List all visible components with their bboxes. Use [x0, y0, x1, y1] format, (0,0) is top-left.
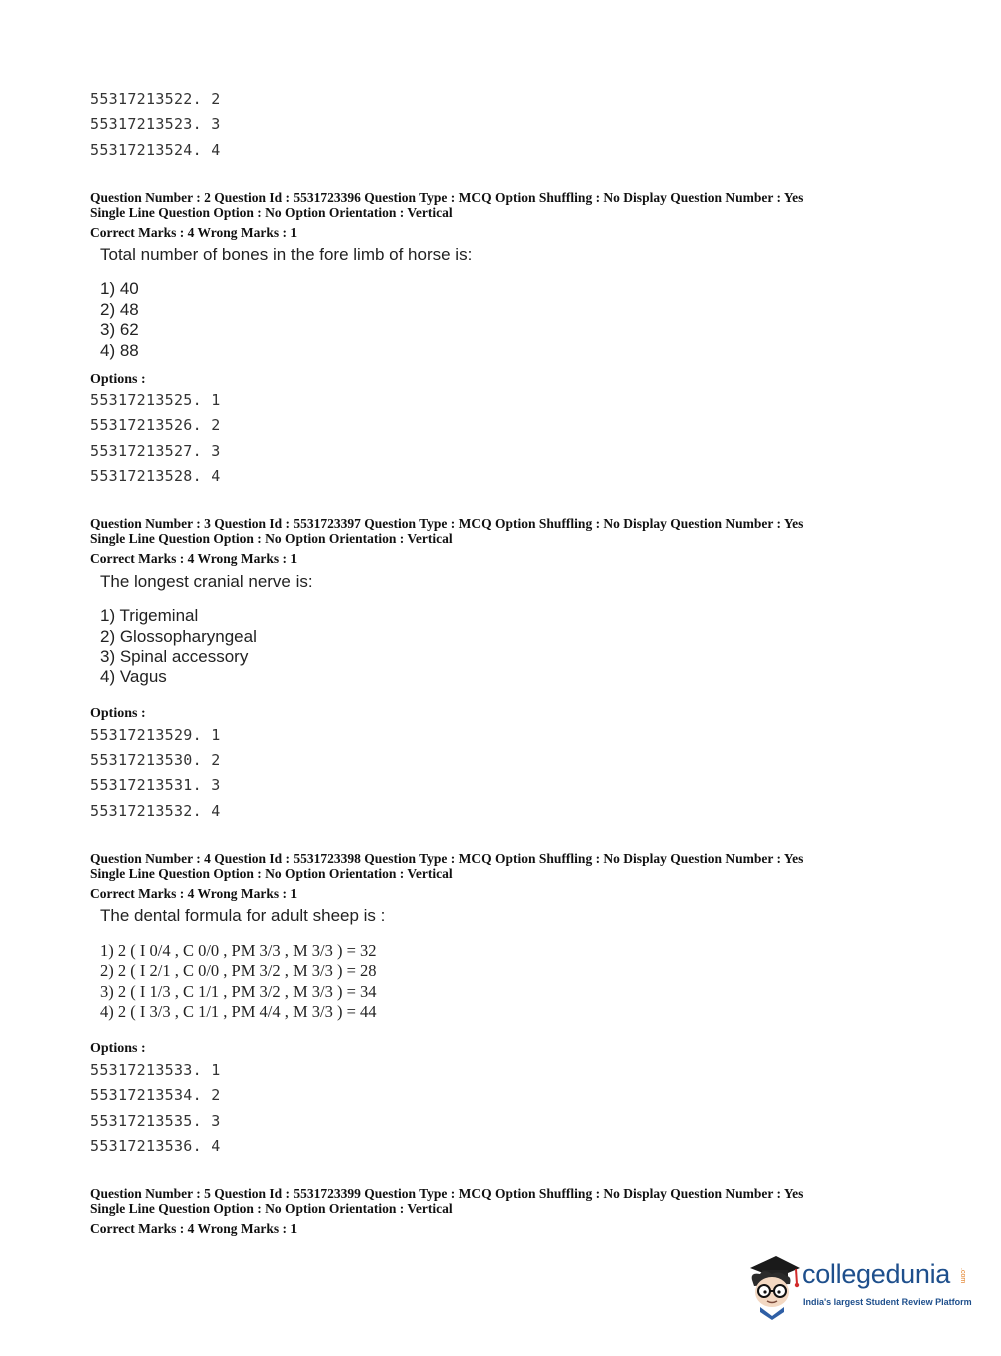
option-id: 55317213523. 3 [90, 115, 221, 133]
options-label: Options : [90, 372, 146, 387]
question-meta-orientation: Single Line Question Option : No Option Orientation : Vertical [90, 866, 453, 881]
options-label: Options : [90, 706, 146, 721]
option-id: 55317213525. 1 [90, 391, 221, 409]
option-id: 55317213535. 3 [90, 1112, 221, 1130]
answer-choice: 4) 2 ( I 3/3 , C 1/1 , PM 4/4 , M 3/3 ) = 44 [100, 1002, 377, 1021]
option-id: 55317213529. 1 [90, 726, 221, 744]
question-meta: Question Number : 4 Question Id : 5531723398 Question Type : MCQ Option Shuffling : No Display Question Number : Yes [90, 851, 804, 866]
question-meta-orientation: Single Line Question Option : No Option Orientation : Vertical [90, 205, 453, 220]
question-text: The dental formula for adult sheep is : [100, 906, 386, 925]
answer-choice: 1) Trigeminal [100, 606, 199, 625]
answer-choice: 2) 2 ( I 2/1 , C 0/0 , PM 3/2 , M 3/3 ) = 28 [100, 961, 377, 980]
answer-choice: 3) 62 [100, 320, 139, 339]
option-id: 55317213533. 1 [90, 1061, 221, 1079]
option-id: 55317213527. 3 [90, 442, 221, 460]
collegedunia-logo [742, 1250, 972, 1320]
option-id: 55317213532. 4 [90, 802, 221, 820]
option-id: 55317213526. 2 [90, 416, 221, 434]
answer-choice: 3) 2 ( I 1/3 , C 1/1 , PM 3/2 , M 3/3 ) = 34 [100, 982, 377, 1001]
question-text: The longest cranial nerve is: [100, 572, 313, 591]
question-marks: Correct Marks : 4 Wrong Marks : 1 [90, 1221, 298, 1236]
answer-choice: 4) Vagus [100, 667, 167, 686]
logo-domain: .com [959, 1268, 966, 1284]
option-id: 55317213528. 4 [90, 467, 221, 485]
question-meta-orientation: Single Line Question Option : No Option Orientation : Vertical [90, 531, 453, 546]
logo-wordmark: collegedunia [802, 1259, 951, 1289]
mascot-icon [742, 1250, 802, 1320]
question-marks: Correct Marks : 4 Wrong Marks : 1 [90, 225, 298, 240]
option-id: 55317213536. 4 [90, 1137, 221, 1155]
option-id: 55317213530. 2 [90, 751, 221, 769]
options-label: Options : [90, 1041, 146, 1056]
question-meta: Question Number : 5 Question Id : 5531723399 Question Type : MCQ Option Shuffling : No Display Question Number : Yes [90, 1186, 804, 1201]
question-meta: Question Number : 2 Question Id : 5531723396 Question Type : MCQ Option Shuffling : No Display Question Number : Yes [90, 190, 804, 205]
logo-tagline: India's largest Student Review Platform [803, 1297, 972, 1307]
answer-choice: 1) 40 [100, 279, 139, 298]
option-id: 55317213522. 2 [90, 90, 221, 108]
answer-choice: 4) 88 [100, 341, 139, 360]
question-marks: Correct Marks : 4 Wrong Marks : 1 [90, 551, 298, 566]
question-meta: Question Number : 3 Question Id : 5531723397 Question Type : MCQ Option Shuffling : No Display Question Number : Yes [90, 516, 804, 531]
question-meta-orientation: Single Line Question Option : No Option Orientation : Vertical [90, 1201, 453, 1216]
answer-choice: 2) Glossopharyngeal [100, 627, 257, 646]
answer-choice: 1) 2 ( I 0/4 , C 0/0 , PM 3/3 , M 3/3 ) = 32 [100, 941, 377, 960]
answer-choice: 2) 48 [100, 300, 139, 319]
option-id: 55317213524. 4 [90, 141, 221, 159]
option-id: 55317213534. 2 [90, 1086, 221, 1104]
answer-choice: 3) Spinal accessory [100, 647, 249, 666]
question-text: Total number of bones in the fore limb of horse is: [100, 245, 473, 264]
option-id: 55317213531. 3 [90, 776, 221, 794]
question-marks: Correct Marks : 4 Wrong Marks : 1 [90, 886, 298, 901]
